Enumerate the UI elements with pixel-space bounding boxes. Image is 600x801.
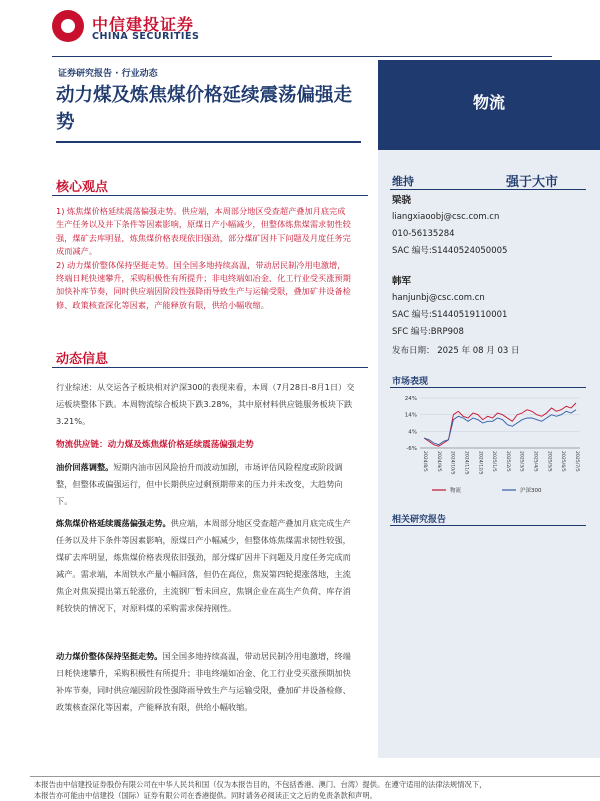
x-tick-label: 2024/8/5 bbox=[422, 451, 427, 472]
thermal-text: 国全国多地持续高温，带动居民制冷用电激增，终端日耗快速攀升，采购积极性有所提升；非电终端如冶金、化工行业受买涨预期加快补库节奏，同时供应端因阶段性强降雨导致生产与运输受限，叠加矿井设备检修、政策核查深化等因素，产能释放有限，供给小幅收缩。 bbox=[56, 651, 351, 712]
x-tick-label: 2024/12/5 bbox=[477, 451, 483, 475]
oil-text: 短期内油市因风险抬升而波动加剧，市场评估风险程度或阶段调整，但整体或偏强运行，但中长期供应过剩预期带来的压力并未改变，大趋势向下。 bbox=[56, 462, 343, 506]
title-underline bbox=[56, 141, 361, 143]
logo-name-en: CHINA SECURITIES bbox=[92, 31, 200, 42]
x-tick-label: 2025/3/5 bbox=[518, 451, 524, 472]
legend-label: 物流 bbox=[450, 488, 462, 494]
core-views-divider bbox=[52, 195, 368, 196]
thermal-lead: 动力煤价整体保持坚挺走势。 bbox=[56, 651, 163, 661]
y-tick-label: -6% bbox=[406, 446, 417, 452]
analyst-cert: SAC 编号:S1440524050005 bbox=[392, 246, 508, 256]
coking-text: 供应端，本周部分地区受查超产叠加月底完成生产任务以及井下条件等因素影响，原煤日产小幅减少，但整体炼焦煤需求韧性较强，煤矿去库明显，炼焦煤价格表现依旧强劲，部分煤矿因井下问题及月度任务完成而减产。需求端，本周铁水产量小幅回落，但仍在高位，焦炭第四轮提涨落地，主流焦企对焦炭提出第五轮涨价，主流钢厂暂未回应，焦钢企业在高生产负荷、库存消耗较快的情况下，对原料煤的采购需求保持刚性。 bbox=[56, 518, 351, 613]
rating-action: 维持 bbox=[392, 175, 414, 188]
coking-lead: 炼焦煤价格延续震荡偏强走势。 bbox=[56, 518, 171, 528]
analyst-cert: SAC 编号:S1440519110001 bbox=[392, 310, 508, 320]
disclaimer-line-2: 本报告亦可能由中信建投（国际）证券有限公司在香港提供。同时请务必阅读正文之后的免责条款和声明。 bbox=[34, 791, 377, 800]
oil-lead: 油价回落调整。 bbox=[56, 462, 114, 472]
related-divider bbox=[390, 525, 586, 526]
thermal-coal-paragraph bbox=[56, 648, 356, 716]
footer-divider bbox=[30, 776, 600, 777]
industry-label: 物流 bbox=[472, 93, 505, 112]
disclaimer-line-1: 本报告由中信建投证券股份有限公司在中华人民共和国（仅为本报告目的，不包括香港、澳门、台湾）提供。在遵守适用的法律法规情况下， bbox=[34, 780, 487, 789]
rating-divider bbox=[390, 189, 586, 190]
x-tick-label: 2025/1/5 bbox=[491, 451, 497, 472]
report-category: 证券研究报告 · 行业动态 bbox=[58, 69, 158, 79]
analyst-email[interactable]: hanjunbj@csc.com.cn bbox=[392, 293, 485, 303]
analyst-email[interactable]: liangxiaoobj@csc.com.cn bbox=[392, 212, 500, 222]
core-views-body bbox=[56, 205, 352, 312]
x-tick-label: 2025/6/5 bbox=[560, 451, 566, 472]
report-title: 动力煤及炼焦煤价格延续震荡偏强走势 bbox=[56, 85, 353, 133]
x-tick-label: 2024/11/5 bbox=[463, 451, 469, 475]
industry-summary-text: 行业综述：从交运各子板块相对沪深300的表现来看，本周（7月28日-8月1日）交运板块整体下跌。本周物流综合板块下跌3.28%，其中原材料供应链服务板块下跌3.21%。 bbox=[56, 382, 355, 426]
coking-coal-paragraph bbox=[56, 515, 356, 617]
analyst-phone: 010-56135284 bbox=[392, 229, 455, 239]
core-point-2: 2) 动力煤价整体保持坚挺走势。国全国多地持续高温，带动居民制冷用电激增，终端日耗快速攀升，采购积极性有所提升；非电终端如冶金、化工行业受买涨预期加快补库节奏，同时供应端因阶段性强降雨导致生产与运输受限，叠加矿井设备检修、政策核查深化等因素，产能释放有限，供给小幅收缩。 bbox=[56, 259, 351, 310]
series-line-2 bbox=[424, 410, 576, 445]
x-tick-label: 2025/4/5 bbox=[532, 451, 538, 472]
y-tick-label: 4% bbox=[408, 429, 417, 436]
x-tick-label: 2025/2/5 bbox=[504, 451, 510, 472]
x-tick-label: 2025/5/5 bbox=[546, 451, 552, 472]
analyst-block-2 bbox=[392, 273, 507, 341]
y-tick-label: 14% bbox=[404, 412, 417, 419]
dynamic-info-heading: 动态信息 bbox=[56, 352, 109, 367]
x-tick-label: 2025/7/5 bbox=[574, 451, 579, 472]
core-point-1: 1) 炼焦煤价格延续震荡偏强走势。供应端，本周部分地区受查超产叠加月底完成生产任务以及井下条件等因素影响，原煤日产小幅减少，但整体炼焦煤需求韧性较强，煤矿去库明显，炼焦煤价格表现依旧强劲，部分煤矿因井下问题及月度任务完成而减产。 bbox=[56, 206, 351, 257]
market-performance-chart bbox=[392, 392, 584, 500]
logo-name-cn: 中信建投证券 bbox=[92, 15, 195, 34]
analyst-name: 梁骁 bbox=[392, 195, 412, 206]
core-views-heading: 核心观点 bbox=[56, 180, 109, 195]
analyst-name: 韩军 bbox=[392, 276, 412, 287]
rating-value: 强于大市 bbox=[506, 175, 559, 190]
legend-label: 沪深300 bbox=[520, 488, 542, 494]
analyst-cert: SFC 编号:BRP908 bbox=[392, 327, 464, 337]
publish-date: 发布日期： 2025 年 08 月 03 日 bbox=[392, 346, 520, 356]
related-reports-title: 相关研究报告 bbox=[392, 515, 447, 525]
industry-banner bbox=[378, 60, 600, 150]
x-tick-label: 2024/10/5 bbox=[449, 451, 455, 475]
disclaimer bbox=[34, 779, 594, 801]
industry-summary bbox=[56, 379, 356, 430]
company-logo bbox=[52, 10, 252, 50]
market-divider bbox=[390, 387, 586, 388]
oil-paragraph bbox=[56, 459, 356, 510]
y-tick-label: 24% bbox=[404, 396, 417, 402]
analyst-block-1 bbox=[392, 192, 507, 260]
dynamic-info-divider bbox=[52, 367, 368, 368]
x-tick-label: 2024/9/5 bbox=[435, 451, 441, 472]
header-divider bbox=[52, 56, 552, 57]
market-performance-title: 市场表现 bbox=[392, 377, 429, 387]
logistics-subheading: 物流供应链：动力煤及炼焦煤价格延续震荡偏强走势 bbox=[56, 440, 254, 450]
logo-mark-icon bbox=[52, 10, 84, 42]
